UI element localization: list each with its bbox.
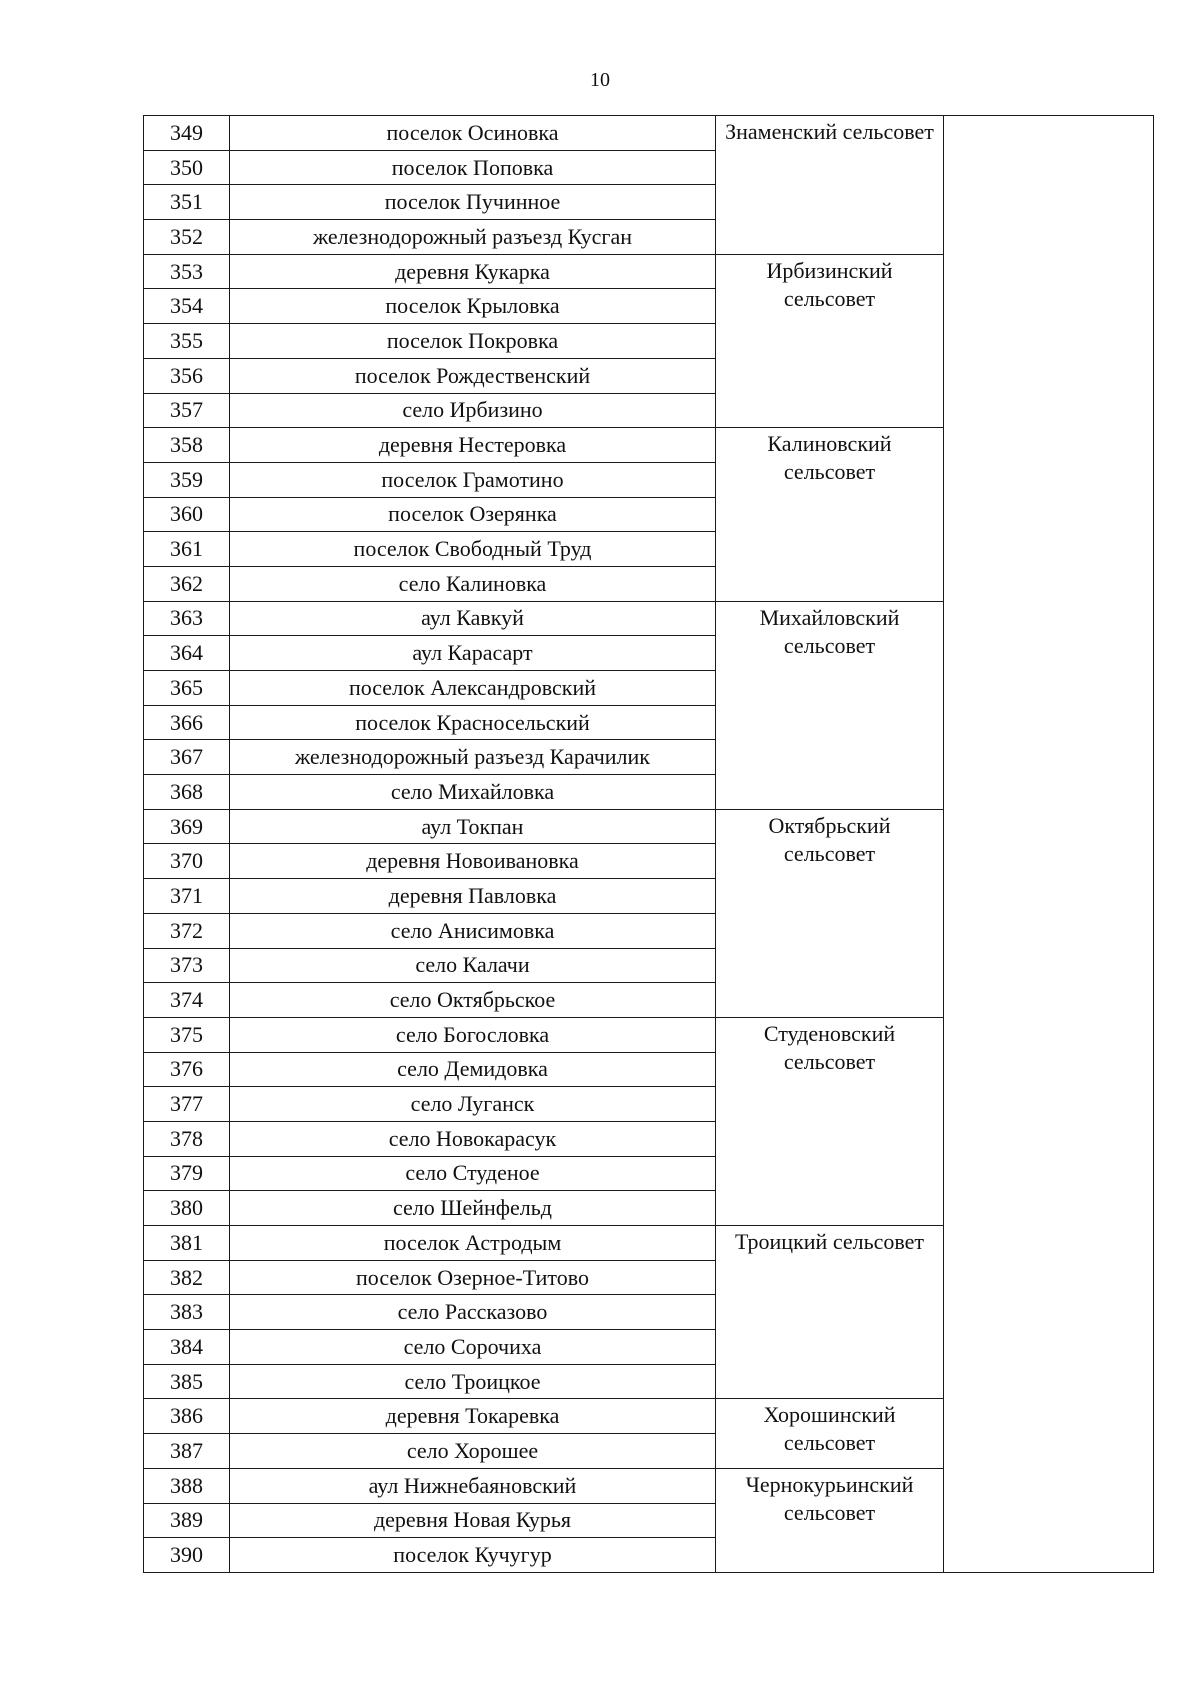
row-number: 371: [144, 879, 230, 914]
village-council-name: Студеновский сельсовет: [763, 1020, 896, 1074]
settlement-name: поселок Александровский: [230, 671, 716, 706]
row-number: 384: [144, 1330, 230, 1365]
settlement-name: село Троицкое: [230, 1364, 716, 1399]
settlement-name: деревня Павловка: [230, 879, 716, 914]
settlement-name: село Шейнфельд: [230, 1191, 716, 1226]
row-number: 375: [144, 1017, 230, 1052]
row-number: 365: [144, 671, 230, 706]
row-number: 389: [144, 1503, 230, 1538]
row-number: 376: [144, 1052, 230, 1087]
row-number: 370: [144, 844, 230, 879]
row-number: 357: [144, 393, 230, 428]
settlement-name: деревня Токаревка: [230, 1399, 716, 1434]
settlement-name: деревня Нестеровка: [230, 428, 716, 463]
village-council-name: Чернокурьинский сельсовет: [745, 1471, 914, 1525]
settlement-name: село Луганск: [230, 1087, 716, 1122]
row-number: 359: [144, 462, 230, 497]
village-council-cell: [716, 809, 944, 1017]
row-number: 354: [144, 289, 230, 324]
settlement-name: село Калачи: [230, 948, 716, 983]
row-number: 380: [144, 1191, 230, 1226]
settlement-name: поселок Красносельский: [230, 705, 716, 740]
village-council-name: Михайловский сельсовет: [759, 604, 900, 658]
village-council-cell: [716, 1226, 944, 1399]
settlement-name: село Октябрьское: [230, 983, 716, 1018]
row-number: 367: [144, 740, 230, 775]
settlement-name: село Новокарасук: [230, 1121, 716, 1156]
settlement-name: село Калиновка: [230, 566, 716, 601]
row-number: 364: [144, 636, 230, 671]
row-number: 381: [144, 1226, 230, 1261]
row-number: 390: [144, 1538, 230, 1573]
row-number: 362: [144, 566, 230, 601]
row-number: 377: [144, 1087, 230, 1122]
settlements-table: [143, 115, 1154, 1573]
settlement-name: аул Карасарт: [230, 636, 716, 671]
settlement-name: поселок Кучугур: [230, 1538, 716, 1573]
row-number: 349: [144, 116, 230, 151]
village-council-name: Хорошинский сельсовет: [763, 1402, 896, 1456]
village-council-name: Калиновский сельсовет: [767, 431, 892, 485]
settlement-name: поселок Рождественский: [230, 358, 716, 393]
settlement-name: поселок Поповка: [230, 150, 716, 185]
row-number: 378: [144, 1121, 230, 1156]
village-council-cell: [716, 116, 944, 255]
settlement-name: железнодорожный разъезд Кусган: [230, 220, 716, 255]
page-number: 10: [590, 69, 610, 91]
table-row: [144, 116, 1154, 151]
village-council-cell: [716, 1399, 944, 1468]
row-number: 356: [144, 358, 230, 393]
row-number: 361: [144, 532, 230, 567]
row-number: 350: [144, 150, 230, 185]
row-number: 368: [144, 775, 230, 810]
row-number: 385: [144, 1364, 230, 1399]
settlement-name: поселок Пучинное: [230, 185, 716, 220]
settlement-name: село Богословка: [230, 1017, 716, 1052]
settlement-name: село Михайловка: [230, 775, 716, 810]
settlement-name: село Сорочиха: [230, 1330, 716, 1365]
settlement-name: деревня Новая Курья: [230, 1503, 716, 1538]
village-council-name: Октябрьский сельсовет: [768, 812, 891, 866]
settlement-name: поселок Осиновка: [230, 116, 716, 151]
settlement-name: аул Токпан: [230, 809, 716, 844]
row-number: 383: [144, 1295, 230, 1330]
village-council-cell: [716, 254, 944, 427]
settlement-name: поселок Покровка: [230, 324, 716, 359]
settlement-name: село Студеное: [230, 1156, 716, 1191]
row-number: 355: [144, 324, 230, 359]
row-number: 352: [144, 220, 230, 255]
row-number: 363: [144, 601, 230, 636]
settlement-name: поселок Астродым: [230, 1226, 716, 1261]
settlement-name: поселок Озерное-Титово: [230, 1260, 716, 1295]
village-council-cell: [716, 428, 944, 601]
settlement-name: аул Кавкуй: [230, 601, 716, 636]
row-number: 388: [144, 1468, 230, 1503]
settlement-name: железнодорожный разъезд Карачилик: [230, 740, 716, 775]
settlement-name: деревня Кукарка: [230, 254, 716, 289]
row-number: 358: [144, 428, 230, 463]
row-number: 373: [144, 948, 230, 983]
row-number: 360: [144, 497, 230, 532]
village-council-cell: [716, 1017, 944, 1225]
row-number: 386: [144, 1399, 230, 1434]
settlement-name: село Анисимовка: [230, 913, 716, 948]
settlement-name: аул Нижнебаяновский: [230, 1468, 716, 1503]
settlement-name: поселок Грамотино: [230, 462, 716, 497]
settlement-name: село Ирбизино: [230, 393, 716, 428]
settlement-name: деревня Новоивановка: [230, 844, 716, 879]
village-council-cell: [716, 1468, 944, 1572]
row-number: 366: [144, 705, 230, 740]
settlement-name: село Рассказово: [230, 1295, 716, 1330]
settlement-name: поселок Озерянка: [230, 497, 716, 532]
settlement-name: село Демидовка: [230, 1052, 716, 1087]
village-council-name: Знаменский сельсовет: [725, 119, 934, 144]
row-number: 379: [144, 1156, 230, 1191]
row-number: 374: [144, 983, 230, 1018]
village-council-name: Троицкий сельсовет: [734, 1229, 925, 1254]
empty-column: [944, 116, 1154, 1573]
row-number: 369: [144, 809, 230, 844]
row-number: 382: [144, 1260, 230, 1295]
settlement-name: село Хорошее: [230, 1434, 716, 1469]
row-number: 351: [144, 185, 230, 220]
settlement-name: поселок Свободный Труд: [230, 532, 716, 567]
row-number: 353: [144, 254, 230, 289]
row-number: 372: [144, 913, 230, 948]
settlement-name: поселок Крыловка: [230, 289, 716, 324]
row-number: 387: [144, 1434, 230, 1469]
settlements-table-body: [144, 116, 1154, 1573]
village-council-cell: [716, 601, 944, 809]
village-council-name: Ирбизинский сельсовет: [766, 257, 893, 311]
